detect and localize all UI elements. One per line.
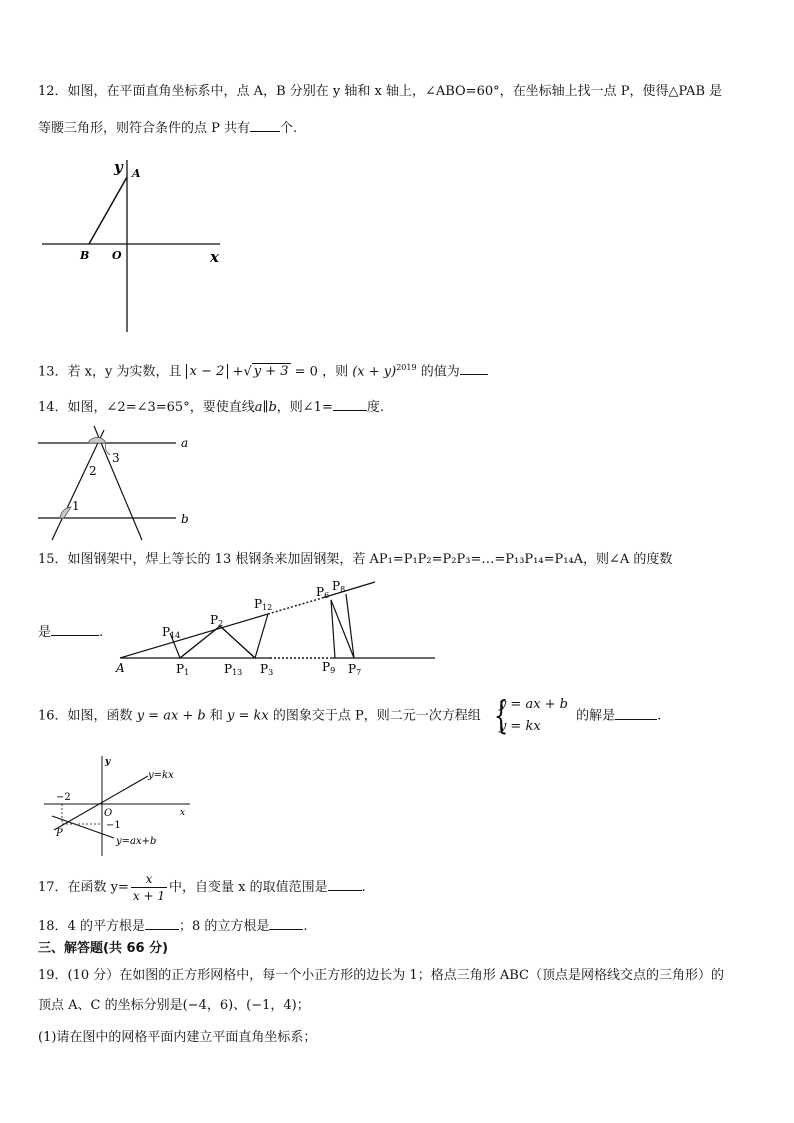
q14-figure (38, 422, 198, 544)
q18-b: ；8 的立方根是 (178, 919, 270, 934)
q16-and: 和 (209, 708, 223, 724)
point-b-label: B (80, 249, 90, 262)
q17-den: x + 1 (132, 889, 166, 903)
p13-label: P13 (224, 662, 243, 677)
q17-answer-blank (328, 875, 362, 891)
q17-num: x (131, 871, 167, 888)
q14-text-b: ，则∠1= (276, 400, 333, 415)
y-axis-label: y (105, 757, 111, 767)
q13-abs: x − 2 (186, 364, 229, 379)
q18-blank-1 (145, 914, 179, 930)
angle-1-mark (60, 507, 71, 518)
y-axis-label: y (114, 158, 123, 176)
tick-minus2: −2 (56, 792, 71, 803)
origin-label: O (104, 808, 113, 819)
q12-text: 等腰三角形，则符合条件的点 P 共有 (38, 121, 251, 136)
q18-line (38, 914, 308, 937)
p3-label: P3 (260, 662, 274, 677)
angle-3-label: 3 (112, 451, 120, 465)
q13-paren: (x + y) (352, 364, 397, 380)
q16-system (489, 694, 568, 738)
q16-answer-blank (615, 704, 657, 720)
q14-ab: a∥b (254, 400, 277, 415)
point-a-label: A (132, 167, 141, 180)
segment-ab (89, 177, 127, 244)
q17-end: . (361, 880, 366, 895)
line-kx-label: y=kx (148, 770, 174, 781)
q15-figure (110, 574, 440, 680)
line-b-label: b (181, 512, 189, 526)
p12-label: P12 (254, 597, 273, 612)
vertex-a-label: A (116, 661, 125, 675)
q18-end: . (303, 919, 308, 934)
q19-line2: 顶点 A、C 的坐标分别是(−4，6)、(−1，4)； (38, 998, 310, 1013)
q18-a: 18．4 的平方根是 (38, 919, 145, 934)
q12-answer-blank (250, 116, 280, 132)
q17-fraction (131, 871, 167, 904)
q16-f1: y = ax + b (136, 708, 206, 724)
q13-line (38, 358, 488, 382)
brace: { (493, 693, 509, 737)
q12-line1: 12．如图，在平面直角坐标系中，点 A，B 分别在 y 轴和 x 轴上，∠ABO=60°，在坐标轴上找一点 P，使得△PAB 是 (38, 84, 723, 99)
upper-ray (120, 614, 268, 658)
q16-sys1: y = ax + b (498, 697, 568, 712)
q16-mid: 的图象交于点 P，则二元一次方程组 (272, 708, 481, 724)
q14-answer-blank (333, 395, 367, 411)
q13-post: 的值为 (420, 364, 460, 380)
q16-line (38, 694, 661, 739)
line-a-label: a (181, 436, 189, 450)
q18-blank-2 (269, 914, 303, 930)
q12-line2 (38, 116, 297, 139)
q13-answer-blank (460, 359, 488, 375)
section-title: 三、解答题(共 66 分) (38, 941, 169, 956)
q17-post: 中，自变量 x 的取值范围是 (169, 880, 328, 895)
q13-sqrt-sign: √ (243, 364, 252, 380)
transversal-left (52, 430, 104, 540)
q13-sqrt: y + 3 (253, 364, 289, 380)
upper-ray-end (322, 582, 375, 598)
q16-figure (40, 752, 210, 860)
q12-end: 个. (280, 121, 298, 136)
p9-label: P9 (322, 660, 336, 675)
q19-line3: (1)请在图中的网格平面内建立平面直角坐标系； (38, 1030, 317, 1045)
angle-2-mark (88, 437, 106, 443)
x-axis-label: x (210, 248, 219, 266)
q13-exp: 2019 (396, 363, 417, 372)
p7-label: P7 (348, 662, 362, 677)
upper-ray-dotted (268, 598, 322, 614)
q14-text-a: 14．如图，∠2=∠3=65°，要使直线 (38, 400, 255, 415)
p1-label: P1 (176, 662, 190, 677)
angle-2-label: 2 (89, 464, 97, 478)
q16-pre: 16．如图，函数 (38, 708, 133, 724)
q16-end: . (657, 708, 662, 724)
q15-line1: 15．如图钢架中，焊上等长的 13 根钢条来加固钢架，若 AP₁=P₁P₂=P₂P₃=…=P₁₃P₁₄=P₁₄A，则∠A 的度数 (38, 552, 673, 567)
q16-sys2: y = kx (498, 719, 541, 734)
q15-end: . (99, 625, 104, 640)
line-axb-label: y=ax+b (116, 836, 157, 847)
q16-post: 的解是 (576, 708, 616, 724)
q14-line (38, 395, 384, 418)
q15-text: 是 (38, 625, 52, 640)
q14-text-c: 度. (366, 400, 384, 415)
p14-label: P14 (162, 625, 181, 640)
x-axis-label: x (180, 808, 186, 818)
q13-plus: + (232, 364, 244, 380)
origin-label: O (112, 249, 122, 262)
p8-label: P8 (332, 579, 346, 594)
q17-line (38, 870, 366, 906)
p6-label: P6 (316, 585, 330, 600)
q17-pre: 17．在函数 y= (38, 880, 129, 895)
point-p-label: P (56, 828, 63, 839)
steel-bars-right (331, 594, 354, 658)
q15-answer-blank (51, 620, 99, 636)
q13-pre: 13．若 x，y 为实数，且 (38, 364, 182, 380)
q19-line1: 19．(10 分）在如图的正方形网格中，每一个小正方形的边长为 1；格点三角形 ABC（顶点是网格线交点的三角形）的 (38, 968, 724, 983)
q16-f2: y = kx (227, 708, 269, 724)
q12-figure (38, 152, 238, 337)
angle-1-label: 1 (72, 499, 80, 513)
tick-minus1: −1 (106, 820, 121, 831)
q15-line2 (38, 620, 103, 643)
q13-eq: = 0 ，则 (294, 364, 349, 380)
p2-label: P2 (210, 613, 224, 628)
